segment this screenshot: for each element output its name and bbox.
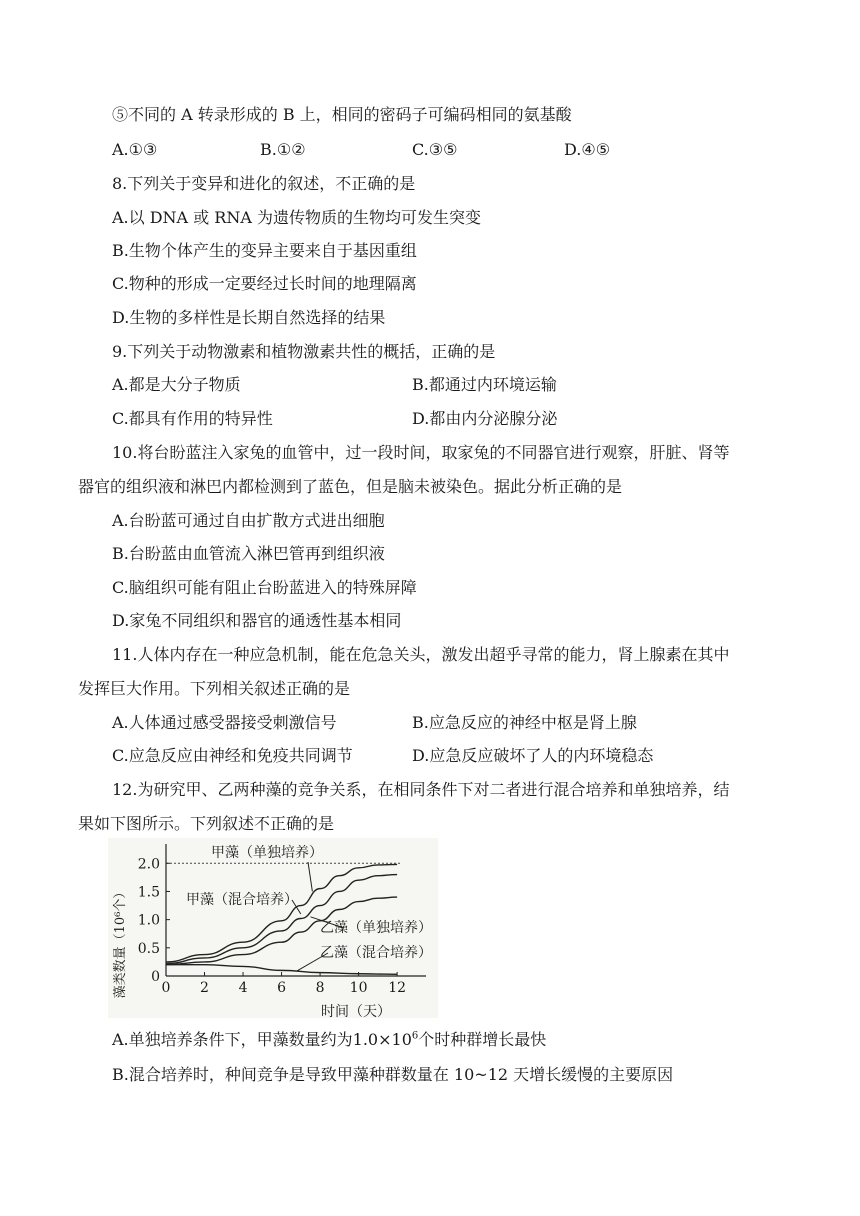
x-tick-label: 0 [161, 980, 171, 996]
q11-option-c: C.应急反应由神经和免疫共同调节 [112, 746, 353, 765]
y-tick-label: 1.0 [137, 912, 160, 929]
y-tick-label: 0.5 [137, 940, 160, 957]
x-tick-label: 8 [315, 980, 325, 996]
q12-stem-line-1: 12.为研究甲、乙两种藻的竞争关系，在相同条件下对二者进行混合培养和单独培养，结 [112, 780, 730, 799]
y-tick-label: 0 [151, 969, 160, 985]
q8-option-c: C.物种的形成一定要经过长时间的地理隔离 [112, 274, 417, 293]
x-tick-label: 12 [388, 980, 407, 996]
q8-stem: 8.下列关于变异和进化的叙述，不正确的是 [112, 174, 416, 193]
label-yi-single: 乙藻（单独培养） [320, 920, 432, 936]
y-tick-label: 1.5 [137, 884, 160, 901]
q12-option-a-suffix: 个时种群增长最快 [418, 1030, 547, 1049]
label-jia-mixed: 甲藻（混合培养） [186, 892, 298, 908]
q9-option-b: B.都通过内环境运输 [412, 375, 557, 394]
q10-stem-line-2: 器官的组织液和淋巴内都检测到了蓝色，但是脑未被染色。据此分析正确的是 [78, 477, 623, 496]
population-growth-chart [108, 838, 438, 1018]
q8-option-a: A.以 DNA 或 RNA 为遗传物质的生物均可发生突变 [112, 208, 481, 227]
leader-jia-single [308, 862, 312, 891]
x-tick-label: 2 [200, 980, 209, 996]
q12-option-a-exponent: 6 [411, 1030, 419, 1042]
q12-stem-line-2: 果如下图所示。下列叙述不正确的是 [78, 814, 335, 833]
label-jia-single: 甲藻（单独培养） [211, 845, 323, 861]
q8-option-d: D.生物的多样性是长期自然选择的结果 [112, 308, 386, 327]
q8-option-b: B.生物个体产生的变异主要来自于基因重组 [112, 241, 417, 260]
y-tick-label: 2.0 [137, 856, 160, 873]
q12-option-a-value: 1.0×10 [352, 1030, 412, 1049]
q10-stem-line-1: 10.将台盼蓝注入家兔的血管中，过一段时间，取家兔的不同器官进行观察，肝脏、肾等 [112, 443, 730, 462]
q10-option-b: B.台盼蓝由血管流入淋巴管再到组织液 [112, 544, 385, 563]
x-tick-label: 4 [238, 980, 248, 996]
q11-stem-line-1: 11.人体内存在一种应急机制，能在危急关头，激发出超乎寻常的能力，肾上腺素在其中 [112, 645, 730, 664]
x-axis-label: 时间（天） [321, 1004, 391, 1018]
q9-stem: 9.下列关于动物激素和植物激素共性的概括，正确的是 [112, 342, 496, 361]
q12-option-a-prefix: A.单独培养条件下，甲藻数量约为 [112, 1030, 353, 1049]
q9-option-c: C.都具有作用的特异性 [112, 409, 273, 428]
y-axis-label: 藻类数量（10⁶个） [113, 885, 128, 999]
x-tick-label: 6 [277, 980, 287, 996]
q11-option-a: A.人体通过感受器接受刺激信号 [112, 713, 337, 732]
q11-stem-line-2: 发挥巨大作用。下列相关叙述正确的是 [78, 679, 351, 698]
q7-option-c: C.③⑤ [412, 140, 458, 159]
q7-statement-5: ⑤不同的 A 转录形成的 B 上，相同的密码子可编码相同的氨基酸 [112, 105, 572, 124]
label-yi-mixed: 乙藻（混合培养） [320, 945, 432, 961]
q11-option-d: D.应急反应破坏了人的内环境稳态 [412, 746, 654, 765]
q10-option-d: D.家兔不同组织和器官的通透性基本相同 [112, 611, 402, 630]
q10-option-a: A.台盼蓝可通过自由扩散方式进出细胞 [112, 511, 385, 530]
x-tick-label: 10 [349, 980, 368, 996]
q9-option-a: A.都是大分子物质 [112, 375, 241, 394]
q10-option-c: C.脑组织可能有阻止台盼蓝进入的特殊屏障 [112, 578, 417, 597]
q7-option-b: B.①② [260, 140, 306, 159]
q12-option-a [112, 1029, 546, 1051]
q9-option-d: D.都由内分泌腺分泌 [412, 409, 558, 428]
q7-option-d: D.④⑤ [564, 140, 611, 159]
q12-option-b: B.混合培养时，种间竞争是导致甲藻种群数量在 10~12 天增长缓慢的主要原因 [112, 1065, 674, 1084]
q7-option-a: A.①③ [112, 140, 158, 159]
q11-option-b: B.应急反应的神经中枢是肾上腺 [412, 713, 637, 732]
